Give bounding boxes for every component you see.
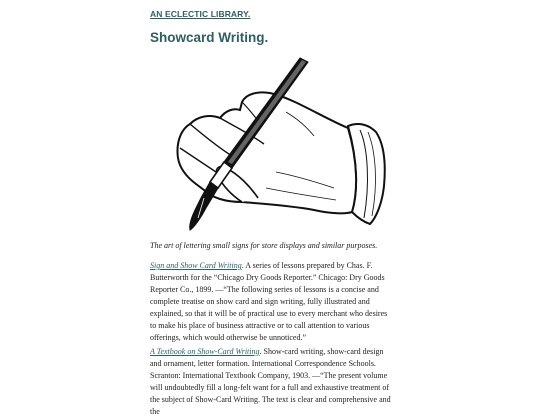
illustration-caption: The art of lettering small signs for store displays and similar purposes. [150,241,378,250]
bibliography-entry [150,346,391,418]
page-title: Showcard Writing. [150,30,269,45]
entry-description: . A series of lessons prepared by Chas. F. Butterworth for the “Chicago Dry Goods Reporter.” Chicago: Dry Goods Reporter Co., 1899. —“The following series of lessons is a concise and complete treatise on show card and sign writing, fully illustrated and explained, so that it will be of practical use to every merchant who desires to make his place of business attractive or to call attention to various offerings, which would otherwise be unnoticed.” [150,261,388,342]
book-link[interactable]: Sign and Show Card Writing [150,261,242,270]
book-link[interactable]: A Textbook on Show-Card Writing [150,347,260,356]
site-home-link[interactable]: AN ECLECTIC LIBRARY. [150,9,251,19]
hand-holding-brush-icon [146,52,396,234]
entry-description: . Show-card writing, show-card design and ornament, letter formation. International Correspondence Schools. Scranton: International Textbook Company, 1903. —“The present volume will undoubtedly fill a long-felt want for a full and exhaustive treatment of the subject of Show-Card Writing. The text is clear and comprehensive and the [150,347,391,416]
bibliography-entry [150,260,391,344]
